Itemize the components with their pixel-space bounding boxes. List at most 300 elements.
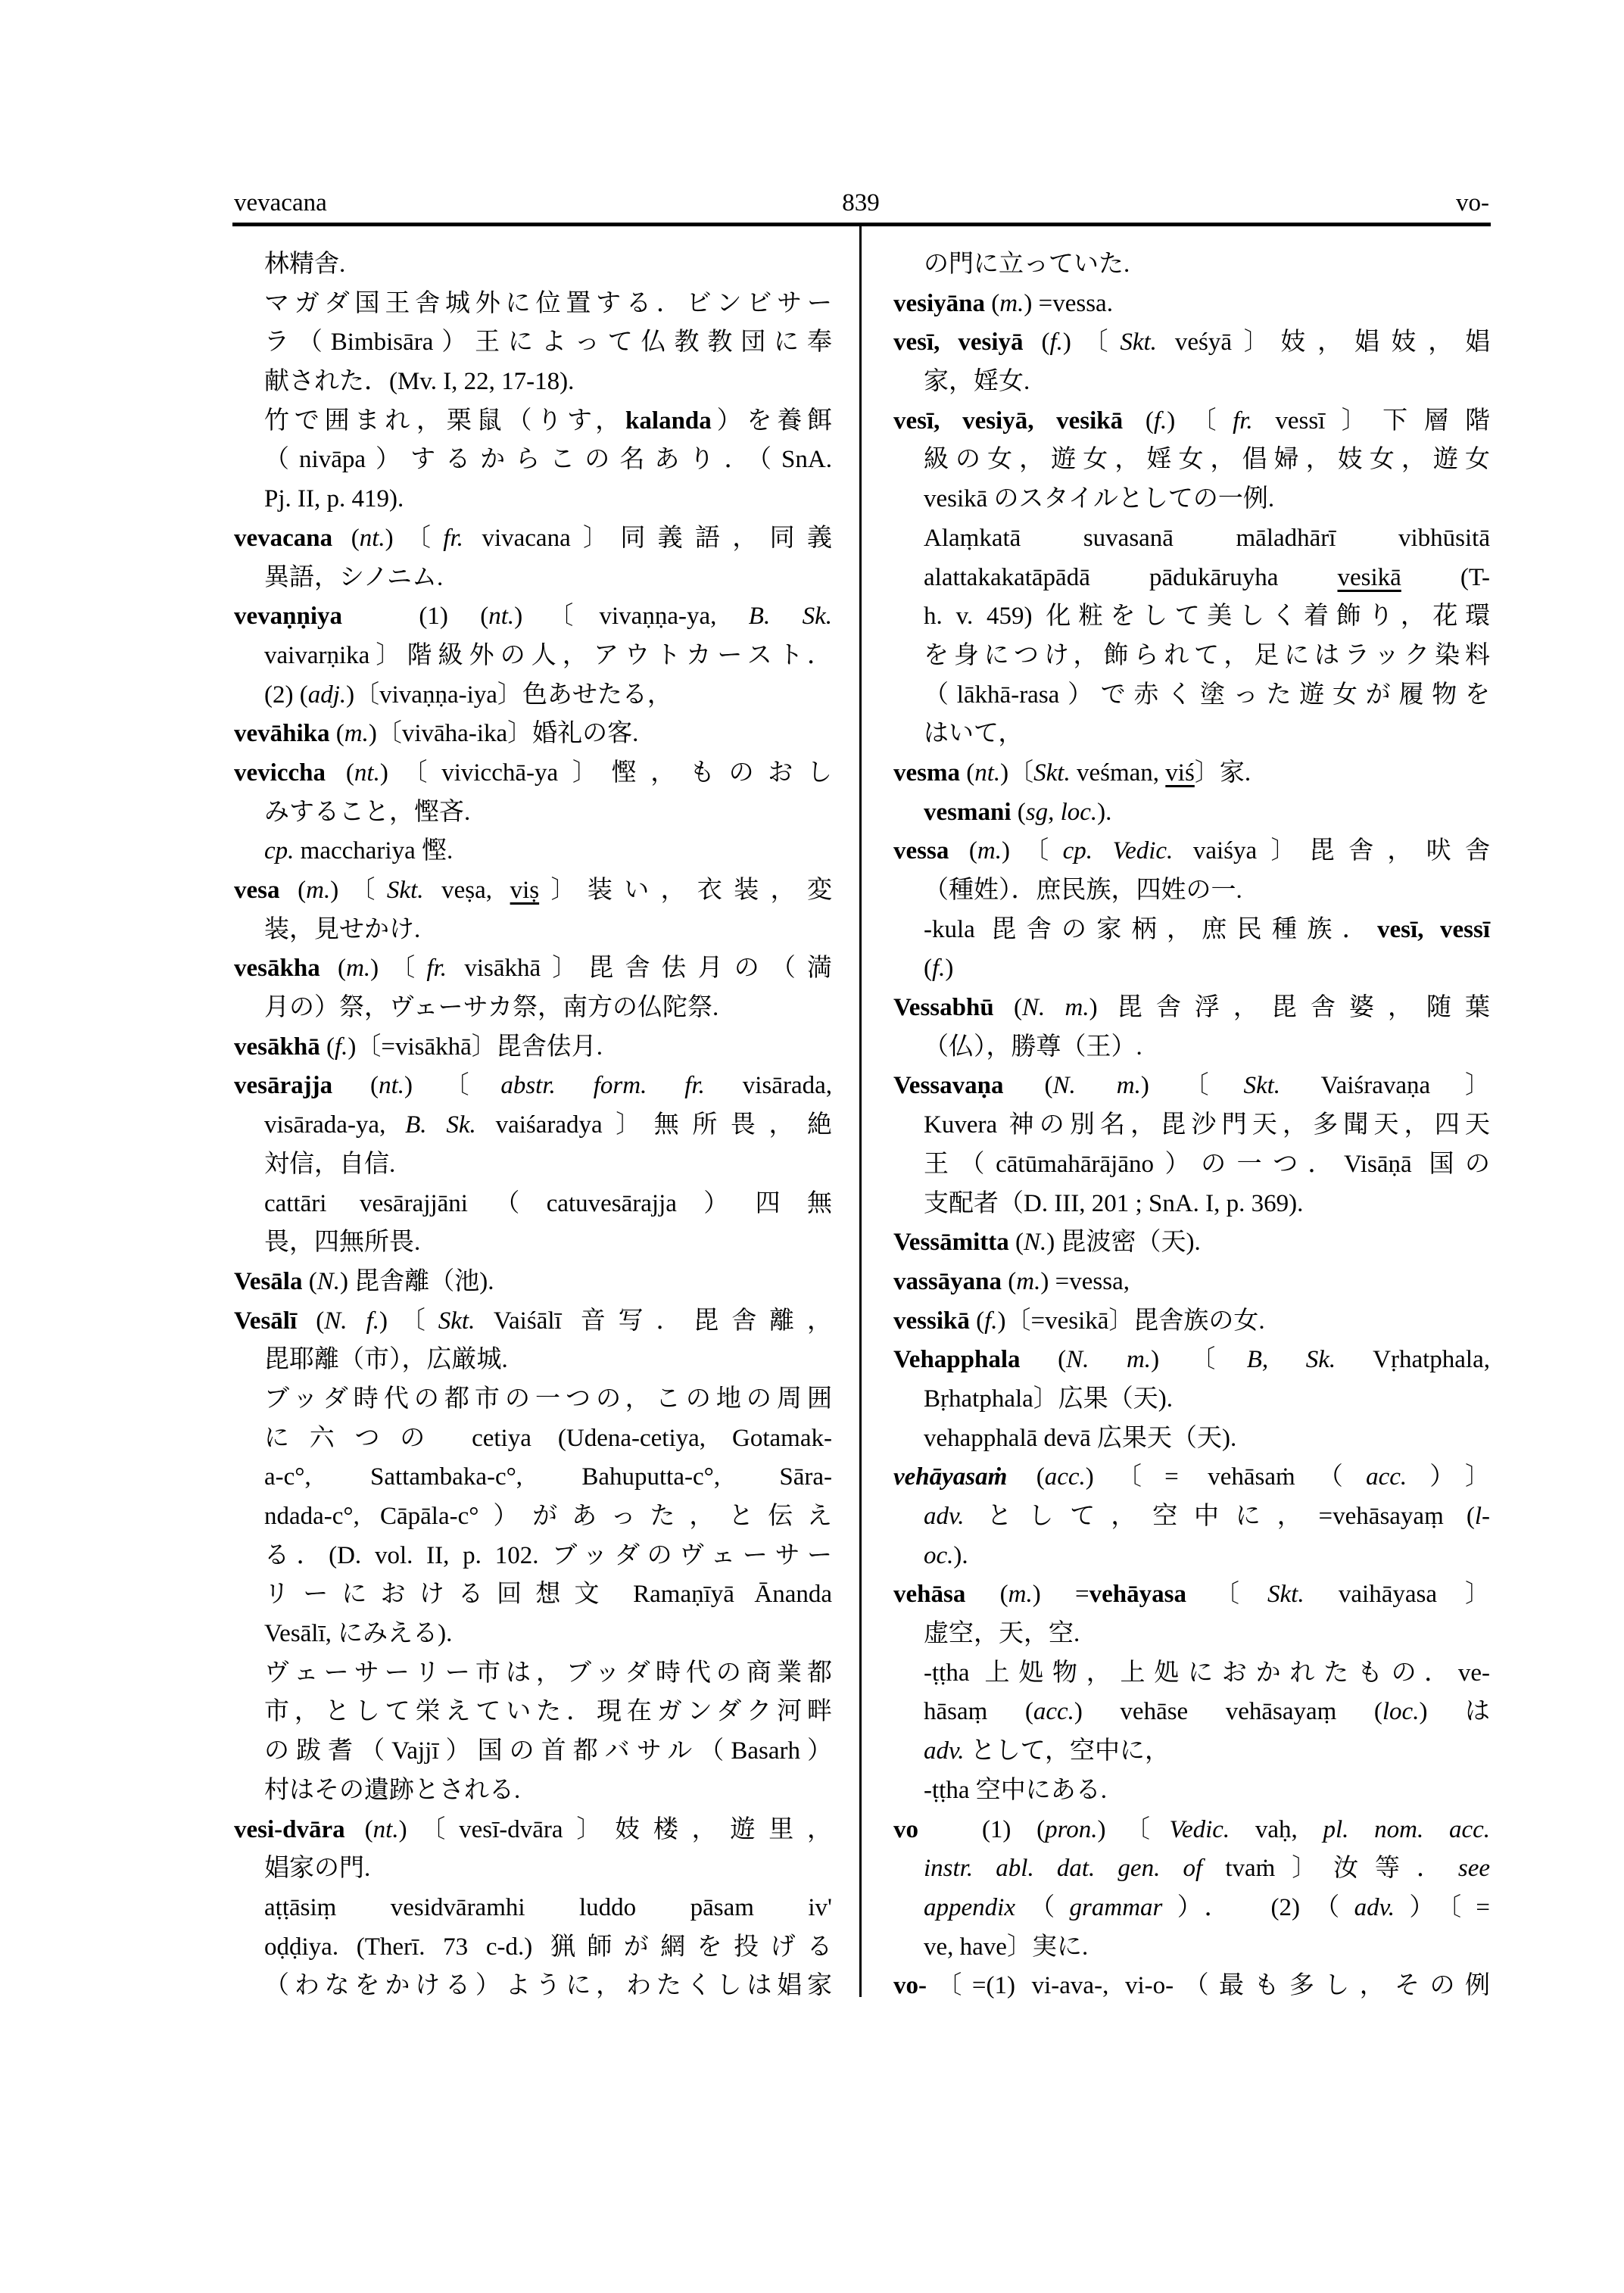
grammar-abbrev: acc. [1366, 1463, 1407, 1491]
definition-text: 〕家. [1194, 759, 1252, 787]
grammar-abbrev: f. [932, 955, 946, 983]
grammar-abbrev: f. [334, 1033, 348, 1061]
entry-line [893, 1380, 1490, 1419]
entry-line [893, 911, 1490, 950]
entry-line [234, 363, 832, 402]
definition-text: vessī〕下層階 [1252, 407, 1490, 435]
definition-text: 〔 [1186, 1581, 1268, 1609]
headword: vesma [893, 759, 960, 787]
entry-headline [893, 1575, 1490, 1615]
definition-text: vesikā のスタイルとしての一例. [924, 485, 1275, 513]
definition-text: )〔vivicchā-ya〕慳，ものおし [379, 759, 832, 787]
entry-headline [234, 1302, 832, 1341]
entry-line [893, 637, 1490, 676]
grammar-abbrev: acc. [1044, 1463, 1086, 1491]
definition-text: ）． (2)（ [1162, 1893, 1354, 1921]
definition-text: )〔 [1062, 329, 1121, 357]
grammar-abbrev: sg, loc. [1025, 798, 1098, 826]
definition-text: Vesālī, にみえる). [264, 1620, 453, 1648]
definition-text: )〔 [1151, 1346, 1247, 1374]
definition-text: ) =vessa, [1040, 1267, 1130, 1295]
entry-headline [893, 1067, 1490, 1106]
entry-headline [893, 1458, 1490, 1497]
definition-text: )〔=vesikā〕毘舎族の女. [997, 1307, 1265, 1335]
running-head-first-word: vevacana [234, 189, 327, 217]
definition-text: 市，として栄えていた．現在ガンダク河畔 [264, 1698, 832, 1726]
headword: Vesālī [234, 1307, 298, 1335]
entry-line [234, 1575, 832, 1615]
entry-line [234, 1341, 832, 1380]
definition-text: に六つの cetiya (Udena-cetiya, Gotamak- [264, 1424, 832, 1452]
definition-text: visārada, [704, 1072, 832, 1100]
grammar-abbrev: abstr. form. fr. [500, 1072, 705, 1100]
entry-line [234, 1928, 832, 1967]
grammar-abbrev: B. Sk. [748, 603, 833, 631]
definition-text: ( [320, 955, 347, 983]
entry-line [893, 871, 1490, 911]
entry-line [893, 1693, 1490, 1732]
headword: vo- [893, 1972, 927, 2000]
definition-text: る．(D. vol. II, p. 102. ブッダのヴェーサー [264, 1541, 832, 1569]
entry-line [893, 715, 1490, 754]
entry-headline [234, 715, 832, 754]
grammar-abbrev: N. [316, 1267, 340, 1295]
grammar-abbrev: loc. [1382, 1698, 1420, 1726]
entry-line [893, 441, 1490, 480]
definition-text: はいて， [924, 720, 1024, 748]
headword: vesākha [234, 955, 320, 983]
definition-text: ( [344, 1815, 373, 1843]
underlined-root: viṣ [510, 877, 540, 904]
definition-text: vehapphalā devā 広果天（天). [924, 1424, 1237, 1452]
definition-text: ( [965, 1581, 1008, 1609]
definition-text: ( [320, 1033, 335, 1061]
definition-text: の跋耆（Vajjī）国の首都バサル（Basarh） [264, 1737, 832, 1765]
entry-line [893, 1419, 1490, 1459]
entry-line [893, 1106, 1490, 1145]
entry-line [234, 1223, 832, 1263]
grammar-abbrev: pl. nom. acc. [1323, 1815, 1491, 1843]
definition-text: （わなをかける）ように，わたくしは娼家 [264, 1972, 832, 2000]
definition-text: Pj. II, p. 419). [264, 485, 404, 513]
grammar-abbrev: fr. [426, 955, 447, 983]
definition-text: Kuvera 神の別名，毘沙門天，多聞天，四天 [924, 1111, 1490, 1139]
entry-line [893, 1497, 1490, 1537]
entry-headline [234, 1067, 832, 1106]
definition-text: として，空中に， [964, 1737, 1170, 1765]
headword: vessa [893, 837, 949, 865]
headword: vevāhika [234, 720, 330, 748]
grammar-abbrev: m. [1008, 1581, 1033, 1609]
grammar-abbrev: l- [1474, 1503, 1490, 1530]
definition-text: ( [332, 1072, 379, 1100]
entry-line [234, 1537, 832, 1576]
headword: Vehapphala [893, 1346, 1021, 1374]
entry-headline [893, 323, 1490, 363]
definition-text: )〔 [330, 877, 387, 904]
definition-text: 毘耶離（市），広厳城. [264, 1346, 508, 1374]
definition-text: ）〔= [1395, 1893, 1491, 1921]
definition-text: ( [993, 994, 1022, 1022]
grammar-abbrev: Skt. [386, 877, 424, 904]
entry-line [893, 480, 1490, 519]
definition-text: hāsaṃ ( [924, 1698, 1033, 1726]
definition-text: aṭṭāsiṃ vesidvāramhi luddo pāsam iv' [264, 1893, 832, 1921]
entry-line [893, 793, 1490, 833]
grammar-abbrev: fr. [1233, 407, 1253, 435]
definition-text: ) 毘波密（天). [1046, 1229, 1201, 1257]
definition-text: vaiśaradya〕無所畏，絶 [475, 1111, 833, 1139]
entry-headline [893, 989, 1490, 1028]
entry-line [893, 559, 1490, 598]
grammar-abbrev: m. [977, 837, 1002, 865]
entry-line [234, 793, 832, 833]
grammar-abbrev: appendix [924, 1893, 1015, 1921]
grammar-abbrev: adv. [924, 1503, 965, 1530]
headword: vevacana [234, 524, 333, 552]
definition-text: ブッダ時代の都市の一つの，この地の周囲 [264, 1385, 832, 1413]
page-number: 839 [842, 189, 880, 217]
definition-text: vaivarṇika〕階級外の人，アウトカースト． [264, 641, 832, 669]
entry-line [234, 1615, 832, 1654]
definition-text: ( [1023, 329, 1050, 357]
headword: vassāyana [893, 1267, 1002, 1295]
definition-text: Vaiśravaṇa〕 [1280, 1072, 1490, 1100]
entry-line [234, 1889, 832, 1928]
header-rule [232, 223, 1491, 226]
definition-text: 支配者（D. III, 201 ; SnA. I, p. 369). [924, 1189, 1304, 1217]
entry-headline [234, 1263, 832, 1302]
definition-text: oḍḍiya. (Therī. 73 c-d.) 猟師が網を投げる [264, 1933, 832, 1961]
definition-text: ( [279, 877, 307, 904]
grammar-abbrev: Skt. [438, 1307, 475, 1335]
headword: vo [893, 1815, 918, 1843]
grammar-abbrev: acc. [1033, 1698, 1074, 1726]
definition-text: 家，婬女. [924, 368, 1030, 396]
definition-text: Vṛhatphala, [1336, 1346, 1490, 1374]
definition-text: ( [985, 289, 1000, 317]
definition-text: )〔 [404, 1072, 501, 1100]
definition-text: ndada-c°, Cāpāla-c°）があった，と伝え [264, 1503, 832, 1530]
grammar-abbrev: f. [984, 1307, 998, 1335]
underlined-root: vesikā [1337, 563, 1401, 591]
entry-line [234, 245, 832, 285]
entry-line [234, 1458, 832, 1497]
definition-text: )〔 [370, 955, 427, 983]
grammar-abbrev: adv. [924, 1737, 965, 1765]
entry-line [234, 832, 832, 871]
entry-line [234, 1106, 832, 1145]
entry-headline [893, 1302, 1490, 1341]
definition-text: -kula 毘舎の家柄，庶民種族． [924, 915, 1377, 943]
definition-text: ( [332, 524, 360, 552]
definition-text: ）を養餌 [711, 407, 833, 435]
grammar-abbrev: f. [1153, 407, 1167, 435]
grammar-abbrev: see [1457, 1855, 1490, 1883]
entry-line [893, 1615, 1490, 1654]
definition-text: (1) ( [918, 1815, 1046, 1843]
grammar-abbrev: cp. [264, 837, 295, 865]
entry-line [893, 676, 1490, 715]
headword: vesi-dvāra [234, 1815, 345, 1843]
definition-text: ( [924, 955, 932, 983]
grammar-abbrev: m. [306, 877, 331, 904]
grammar-abbrev: oc. [924, 1541, 954, 1569]
definition-text: )〔 [385, 524, 444, 552]
definition-text: を身につけ，飾られて，足にはラック染料 [924, 641, 1490, 669]
definition-text: マガダ国王舎城外に位置する．ビンビサー [264, 289, 832, 317]
headword: vehāyasaṁ [893, 1463, 1008, 1491]
entry-line [893, 597, 1490, 637]
entry-headline [234, 871, 832, 911]
headword: vesiyāna [893, 289, 986, 317]
definition-text: visākhā〕毘舎佉月の（満 [446, 955, 832, 983]
definition-text: Alaṃkatā suvasanā māladhārī vibhūsitā [924, 524, 1490, 552]
definition-text: 村はその遺跡とされる. [264, 1776, 521, 1804]
grammar-abbrev: nt. [488, 603, 515, 631]
grammar-abbrev: Skt. [1243, 1072, 1281, 1100]
headword: vesmani [924, 798, 1011, 826]
underlined-root: viś [1165, 759, 1195, 787]
entry-line [234, 1849, 832, 1889]
headword: vehāyasa [1089, 1581, 1186, 1609]
entry-line [893, 1145, 1490, 1185]
definition-text: (1) ( [342, 603, 489, 631]
entry-line [234, 1654, 832, 1693]
entry-line [234, 1732, 832, 1771]
entry-line [893, 1028, 1490, 1067]
headword: kalanda [625, 407, 712, 435]
entry-line [893, 1537, 1490, 1576]
definition-text: ). [1097, 798, 1112, 826]
definition-text: (T- [1401, 563, 1491, 591]
definition-text: )〔= vehāsaṁ（ [1085, 1463, 1367, 1491]
definition-text: ( [949, 837, 977, 865]
definition-text: ) [945, 955, 954, 983]
definition-text: veśyā〕妓，娼妓，娼 [1156, 329, 1490, 357]
grammar-abbrev: m. [1016, 1267, 1041, 1295]
grammar-abbrev: Skt. [1267, 1581, 1304, 1609]
entry-line [893, 1732, 1490, 1771]
entry-headline [893, 754, 1490, 793]
headword: vesī, vesiyā [893, 329, 1024, 357]
entry-line [234, 1693, 832, 1732]
entry-line [234, 676, 832, 715]
running-head-last-word: vo- [1456, 189, 1489, 217]
entry-line [234, 911, 832, 950]
entry-line [234, 559, 832, 598]
entry-headline [234, 754, 832, 793]
grammar-abbrev: B. Sk. [405, 1111, 476, 1139]
grammar-abbrev: grammar [1069, 1893, 1163, 1921]
grammar-abbrev: m. [999, 289, 1024, 317]
grammar-abbrev: nt. [372, 1815, 399, 1843]
entry-line [893, 519, 1490, 559]
headword: vesārajja [234, 1072, 333, 1100]
grammar-abbrev: nt. [974, 759, 1001, 787]
left-column [234, 245, 832, 2006]
entry-headline [893, 832, 1490, 871]
grammar-abbrev: nt. [359, 524, 385, 552]
right-column [893, 245, 1490, 2006]
entry-line [234, 285, 832, 324]
definition-text: Vaiśālī 音写．毘舎離， [475, 1307, 832, 1335]
definition-text: veśman, [1070, 759, 1166, 787]
grammar-abbrev: fr. [443, 524, 463, 552]
headword: vesī, vesiyā, vesikā [893, 407, 1124, 435]
grammar-abbrev: m. [344, 720, 369, 748]
definition-text: （nivāpa）するからこの名あり．（SnA. [264, 446, 832, 474]
grammar-abbrev: f. [1049, 329, 1063, 357]
entry-line [893, 1654, 1490, 1693]
definition-text: ( [959, 759, 975, 787]
entry-headline [234, 597, 832, 637]
definition-text: )〔 [1097, 1815, 1170, 1843]
definition-text: 異語，シノニム. [264, 563, 444, 591]
entry-line [234, 402, 832, 441]
grammar-abbrev: Skt. [1033, 759, 1071, 787]
definition-text: （lākhā-rasa）で赤く塗った遊女が履物を [924, 681, 1490, 709]
entry-line [234, 441, 832, 480]
definition-text: の門に立っていた. [924, 251, 1130, 278]
definition-text: tvaṁ〕汝等． [1202, 1855, 1458, 1883]
definition-text: visārada-ya, [264, 1111, 406, 1139]
definition-text: ( [969, 1307, 985, 1335]
grammar-abbrev: cp. Vedic. [1062, 837, 1174, 865]
definition-text: ( [1020, 1346, 1067, 1374]
definition-text: 〔=(1) vi-ava-, vi-o-（最も多し，その例 [927, 1972, 1490, 2000]
definition-text: ) 毘舎浮，毘舎婆，随葉 [1089, 994, 1490, 1022]
definition-text: ve, have〕実に. [924, 1933, 1089, 1961]
definition-text: ). [953, 1541, 968, 1569]
definition-text: )〔vivāha-ika〕婚礼の客. [368, 720, 639, 748]
entry-headline [234, 949, 832, 989]
entry-line [234, 637, 832, 676]
definition-text: alattakakatāpādā pādukāruyha [924, 563, 1338, 591]
definition-text: ( [1003, 1072, 1053, 1100]
definition-text: みすること，慳吝. [264, 798, 471, 826]
entry-line [234, 480, 832, 519]
headword: Vessabhū [893, 994, 994, 1022]
grammar-abbrev: adv. [1354, 1893, 1395, 1921]
definition-text: )〔=visākhā〕毘舎佉月. [348, 1033, 603, 1061]
entry-line [234, 1380, 832, 1419]
definition-text: ( [1007, 1463, 1045, 1491]
headword: veviccha [234, 759, 326, 787]
definition-text: veṣa, [423, 877, 510, 904]
definition-text: ( [1008, 1229, 1024, 1257]
grammar-abbrev: Vedic. [1169, 1815, 1230, 1843]
definition-text: 娼家の門. [264, 1855, 371, 1883]
entry-line [234, 989, 832, 1028]
definition-text: リーにおける回想文 Ramaṇīyā Ānanda [264, 1581, 832, 1609]
definition-text: )〔 [1167, 407, 1233, 435]
definition-text: 対信，自信. [264, 1150, 396, 1178]
definition-text: h. v. 459) 化粧をして美しく着飾り，花環 [924, 603, 1490, 631]
entry-line [234, 1185, 832, 1224]
entry-headline [893, 1263, 1490, 1302]
definition-text: 林精舎. [264, 251, 346, 278]
grammar-abbrev: N. m. [1066, 1346, 1152, 1374]
entry-headline [893, 1223, 1490, 1263]
definition-text: ( [325, 759, 354, 787]
headword: Vessāmitta [893, 1229, 1009, 1257]
headword: vehāsa [893, 1581, 966, 1609]
grammar-abbrev: instr. abl. dat. gen. of [924, 1855, 1203, 1883]
definition-text: ( [1123, 407, 1154, 435]
entry-headline [893, 285, 1490, 324]
entry-line [893, 949, 1490, 989]
definition-text: （ [1015, 1893, 1070, 1921]
definition-text: 竹で囲まれ，栗鼠（りす， [264, 407, 626, 435]
entry-headline [893, 1967, 1490, 2006]
entry-line [893, 245, 1490, 285]
grammar-abbrev: Skt. [1120, 329, 1157, 357]
definition-text: （仏），勝尊（王）. [924, 1033, 1142, 1061]
definition-text: （種姓）．庶民族，四姓の一. [924, 877, 1242, 904]
definition-text: として，空中に，=vehāsayaṃ ( [964, 1503, 1475, 1530]
headword: vesākhā [234, 1033, 320, 1061]
definition-text: vaihāyasa〕 [1304, 1581, 1490, 1609]
definition-text: vaḥ, [1230, 1815, 1323, 1843]
definition-text: 〕装い，衣装，変 [539, 877, 832, 904]
definition-text: 畏，四無所畏. [264, 1229, 421, 1257]
definition-text: cattāri vesārajjāni（catuvesārajja）四無 [264, 1189, 832, 1217]
grammar-abbrev: N. f. [324, 1307, 380, 1335]
grammar-abbrev: N. m. [1052, 1072, 1141, 1100]
entry-line [893, 1185, 1490, 1224]
entry-line [234, 1771, 832, 1811]
entry-line [234, 1967, 832, 2006]
grammar-abbrev: m. [346, 955, 371, 983]
definition-text: vivacana〕同義語，同義 [463, 524, 832, 552]
definition-text: Bṛhatphala〕広果（天). [924, 1385, 1174, 1413]
definition-text: )〔 [1002, 837, 1063, 865]
definition-text: 月の）祭，ヴェーサカ祭，南方の仏陀祭. [264, 994, 719, 1022]
entry-headline [234, 1811, 832, 1850]
entry-headline [893, 1341, 1490, 1380]
definition-text: ) は [1419, 1698, 1490, 1726]
entry-line [234, 1145, 832, 1185]
headword: vesī, vessī [1377, 915, 1490, 943]
definition-text: 虚空，天，空. [924, 1620, 1080, 1648]
entry-headline [234, 1028, 832, 1067]
definition-text: )〔vivaṇṇa-ya, [514, 603, 749, 631]
grammar-abbrev: N. m. [1021, 994, 1089, 1022]
entry-headline [893, 1811, 1490, 1850]
headword: vessikā [893, 1307, 970, 1335]
definition-text: )〔vivaṇṇa-iya〕色あせたる， [346, 681, 672, 709]
entry-headline [234, 519, 832, 559]
grammar-abbrev: adj. [307, 681, 347, 709]
entry-line [893, 1771, 1490, 1811]
definition-text: ）〕 [1407, 1463, 1490, 1491]
definition-text: ) 毘舎離（池). [339, 1267, 494, 1295]
definition-text: ( [1011, 798, 1026, 826]
definition-text: ヴェーサーリー市は，ブッダ時代の商業都 [264, 1659, 832, 1687]
definition-text: ) = [1032, 1581, 1089, 1609]
definition-text: 装，見せかけ. [264, 915, 421, 943]
column-divider [859, 226, 862, 1997]
headword: Vesāla [234, 1267, 303, 1295]
definition-text: )〔vesī-dvāra〕妓楼，遊里， [398, 1815, 832, 1843]
entry-line [234, 1419, 832, 1459]
entry-line [893, 1889, 1490, 1928]
entry-line [893, 363, 1490, 402]
definition-text: 王（cātūmahārājāno）の一つ．Visāṇā 国の [924, 1150, 1490, 1178]
definition-text: )〔 [1000, 759, 1034, 787]
headword: Vessavaṇa [893, 1072, 1004, 1100]
